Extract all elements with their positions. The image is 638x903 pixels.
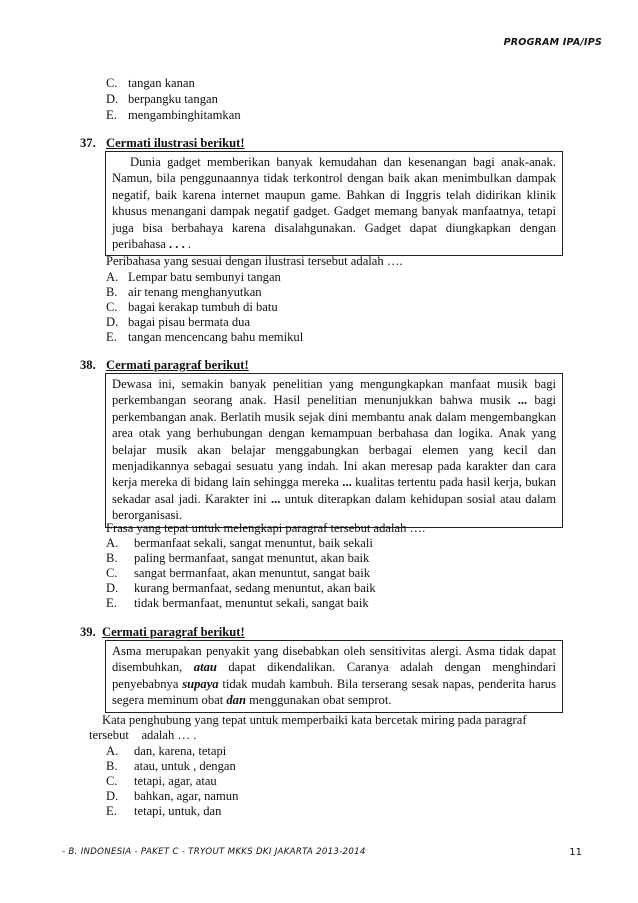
q37-title: Cermati ilustrasi berikut! (106, 136, 245, 150)
q38-passage-part-3: kualitas tertentu pada hasil kerja, bukan sekadar asal jadi. Karakter ini (112, 475, 556, 506)
q39-option-c: C. tetapi, agar, atau (106, 774, 217, 788)
q37-option-a: A. Lempar batu sembunyi tangan (106, 270, 281, 284)
q39-option-d: D. bahkan, agar, namun (106, 789, 239, 803)
prev-option-e: E. mengambinghitamkan (106, 108, 241, 122)
q39-option-a: A. dan, karena, tetapi (106, 744, 227, 758)
prev-option-d: D. berpangku tangan (106, 92, 218, 106)
q39-question-line-2: tersebut adalah … . (89, 728, 197, 742)
q38-option-c: C. sangat bermanfaat, akan menuntut, sangat baik (106, 566, 371, 580)
q39-option-b: B. atau, untuk , dengan (106, 759, 236, 773)
q37-passage: Dunia gadget memberikan banyak kemudahan dan kesenangan bagi anak-anak. Namun, bila penggunaannya tidak terkontrol dengan baik akan menimbulkan dampak negatif, baik karena internet maupun game. Bahkan di Inggris telah didirikan klinik khusus menangani dampak negatif gadget. Gadget memang banyak manfaatnya, tetapi juga bisa berbahaya karena disalahgunakan. Gadget dapat diungkapkan dengan peribahasa (112, 155, 556, 252)
q38-passage-part-4: untuk diterapkan dalam kehidupan sosial atau dalam berorganisasi. (112, 491, 557, 523)
q38-blank-3: ... (270, 491, 281, 506)
q39-italic-word-2: supaya (182, 676, 219, 691)
q39-passage-part-1: Asma merupakan penyakit yang disebabkan oleh sensitivitas alergi. Asma tidak dapat disembuhkan, (112, 644, 556, 675)
q39-number: 39. (80, 625, 96, 639)
q39-title: Cermati paragraf berikut! (102, 625, 245, 639)
q38-passage-part-1: Dewasa ini, semakin banyak penelitian yang mengungkapkan manfaat musik bagi perkembangan seorang anak. Hasil penelitian menunjukkan bahwa musik (112, 377, 556, 408)
q39-passage-part-2: dapat dikendalikan. Caranya adalah dengan menghindari penyebabnya (112, 660, 556, 691)
q39-question-line-1: Kata penghubung yang tepat untuk memperbaiki kata bercetak miring pada paragraf (102, 713, 527, 727)
q39-passage-part-4: menggunakan obat semprot. (249, 693, 392, 708)
q38-question: Frasa yang tepat untuk melengkapi paragraf tersebut adalah …. (106, 521, 426, 535)
q37-number: 37. (80, 136, 96, 150)
q39-passage-box (105, 640, 563, 713)
q38-blank-1: ... (517, 393, 528, 408)
q38-passage-part-2: bagi perkembangan anak. Berlatih musik sejak dini membantu anak dalam mengembangkan area otak yang berhubungan dengan kemampuan berbahasa dan logika. Anak yang belajar musik akan belajar menggabungkan berbagai elemen yang kecil dan menjadikannya sebagai sesuatu yang indah. Ini akan meresap pada karakter dan cara kerja mereka di bidang lain sehingga mereka (112, 393, 556, 490)
q37-blank: . . . (169, 237, 185, 252)
q38-option-a: A. bermanfaat sekali, sangat menuntut, baik sekali (106, 536, 373, 550)
program-header: PROGRAM IPA/IPS (503, 37, 602, 48)
q39-italic-word-1: atau (193, 660, 217, 675)
q37-option-b: B. air tenang menghanyutkan (106, 285, 262, 299)
q37-passage-box (105, 151, 563, 256)
q37-option-d: D. bagai pisau bermata dua (106, 315, 251, 329)
q39-option-e: E. tetapi, untuk, dan (106, 804, 222, 818)
q38-number: 38. (80, 358, 96, 372)
q39-passage-part-3: tidak mudah kambuh. Bila terserang sesak napas, penderita harus segera meminum obat (112, 676, 556, 708)
q38-passage-box (105, 373, 563, 528)
q38-option-e: E. tidak bermanfaat, menuntut sekali, sangat baik (106, 596, 369, 610)
q38-blank-2: ... (342, 475, 352, 490)
q38-option-d: D. kurang bermanfaat, sedang menuntut, akan baik (106, 581, 376, 595)
q39-italic-word-3: dan (226, 693, 246, 708)
footer-text: - B. INDONESIA - PAKET C - TRYOUT MKKS DKI JAKARTA 2013-2014 (62, 847, 366, 857)
page-number: 11 (569, 847, 582, 858)
q37-option-c: C. bagai kerakap tumbuh di batu (106, 300, 278, 314)
q37-option-e: E. tangan mencencang bahu memikul (106, 330, 304, 344)
q37-question: Peribahasa yang sesuai dengan ilustrasi tersebut adalah …. (106, 254, 403, 268)
q38-option-b: B. paling bermanfaat, sangat menuntut, akan baik (106, 551, 370, 565)
q37-end: . (187, 237, 192, 252)
prev-option-c: C. tangan kanan (106, 76, 195, 90)
q38-title: Cermati paragraf berikut! (106, 358, 249, 372)
